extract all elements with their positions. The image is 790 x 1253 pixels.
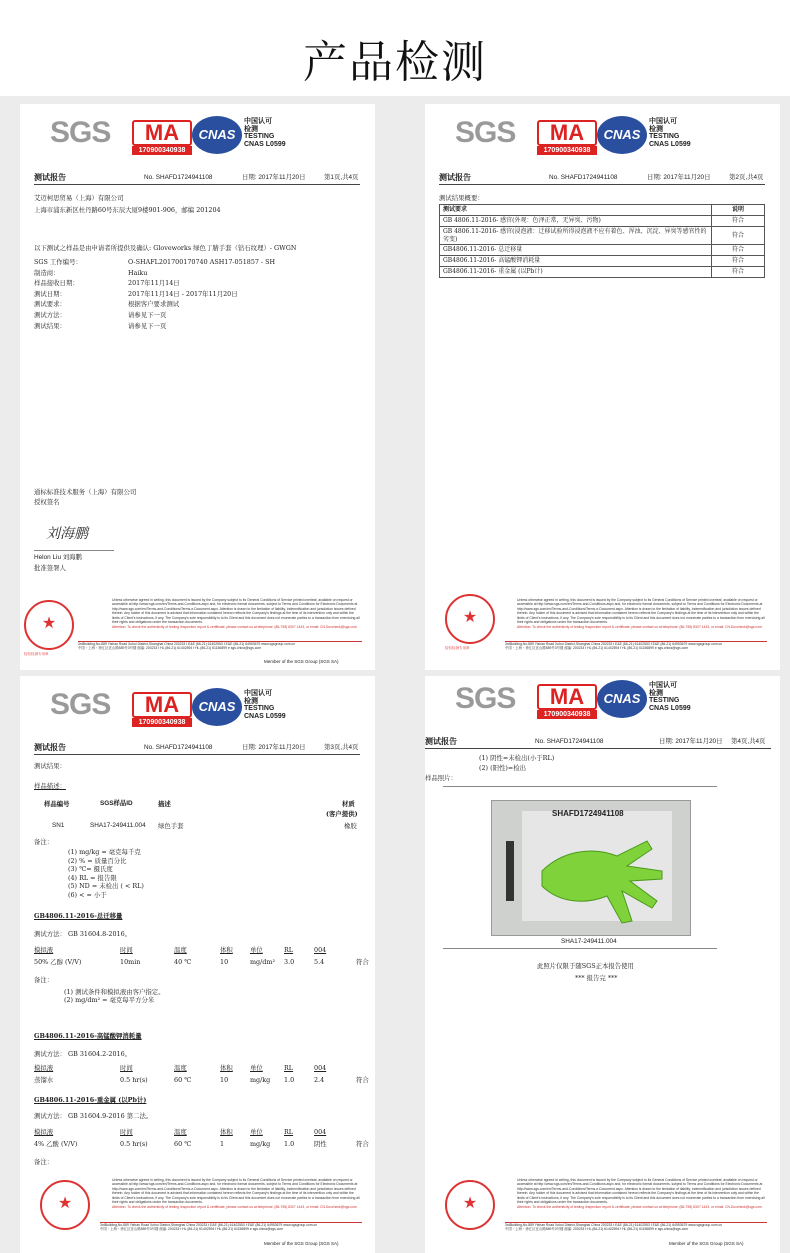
note-line: (3) ℃= 摄氏度 [68,865,113,874]
star-icon: ★ [41,615,57,632]
table-cell: 1 [220,1140,225,1148]
table-cell: 符合 [356,1076,369,1084]
table-cell: 10min [120,958,141,966]
table-header-cell: 单位 [250,946,263,954]
table-header-cell: 体积 [220,946,233,954]
section-method: 测试方法： GB 31604.9-2016 第二法。 [34,1112,153,1120]
page-number: 第1页,共4页 [324,174,359,181]
table-header-cell: 模拟液 [34,1128,54,1136]
table-cell: 60 ℃ [174,1140,192,1148]
sample-col-no: 样品编号 [44,800,70,808]
report-title: 测试报告 [439,172,471,182]
report-page-4 [425,676,780,1253]
field-value: O-SHAFL201700170740 ASH17-051857 - SH [128,258,276,266]
table-cell: 60 ℃ [174,1076,192,1084]
page-number: 第3页,共4页 [324,744,359,751]
table-header-cell: RL [284,1128,294,1136]
report-end: *** 报告完 *** [575,974,618,982]
disclaimer: Unless otherwise agreed in writing, this document is issued by the Company subject to its General Conditions of Service printed overleaf, available on request or accessible at http://www.sgs.com/en/Terms-and-Conditions.aspx and, for electronic format documents, subject to Terms and Conditions for Electronic Documents at http://www.sgs.com/en/Terms-and-Conditions/Terms-e-Document.aspx. Attention is drawn to the limitation of liability, indemnification and jurisdiction issues defined therein. Any holder of this document is advised that information contained hereon reflects the Company's findings at the time of its intervention only and within the limits of Client's instructions, if any. The Company's sole responsibility is to its Client and this document does not exonerate parties to a transaction from exercising all their rights and obligations under the transaction documents. Attention: To check the authenticity of testing /inspection report & certificate, please contact us at telephone: (86-755) 8307 1443, or email: CN.Doccheck@sgs.com [112,598,360,629]
footer-address: 3rdBuilding,No.889 Yishan Road Xuhui District,Shanghai China 200233 t E&E (86-21) 61402553 f E&E (86-21) 64953679 www.sgsgroup.com.cn 中国・上海・徐汇区宜山路889号3号楼 邮编: 200233 t HL (86-21) 61402594 f HL (86-21) 61156899 e sgs.china@sgs.com [505,1223,723,1232]
note-line: (2) mg/dm² = 毫克每平方分米 [64,996,155,1004]
section-method: 测试方法： GB 31604.2-2016。 [34,1050,132,1058]
table-header: 测试要求 说明 [440,205,765,216]
result-label: 测试结果： [34,762,66,770]
photo-frame-bottom [443,948,717,949]
table-header-cell: 单位 [250,1128,263,1136]
table-cell: 符合 [356,958,369,966]
signer-title: 批准签署人 [34,564,66,572]
table-header-cell: 温度 [174,1128,187,1136]
table-cell: 2.4 [314,1076,325,1084]
member-note: Member of the SGS Group (SGS SA) [264,1241,339,1246]
report-number: No. SHAFD1724941108 [549,174,618,181]
note-line: (5) ND = 未检出 ( < RL) [68,882,144,891]
note-positive: (2) (阳性)=检出 [479,764,526,772]
cma-logo: MA [132,692,192,718]
note-line: (2) % = 质量百分比 [68,856,127,865]
cnas-text: 中国认可 检测 TESTING CNAS L0599 [244,690,286,721]
report-page-2 [425,104,780,670]
sample-col-client: (客户提供) [326,810,358,818]
footer-address: 3rdBuilding,No.889 Yishan Road Xuhui District,Shanghai China 200233 t E&E (86-21) 61402553 f E&E (86-21) 64953679 www.sgsgroup.com.cn 中国・上海・徐汇区宜山路889号3号楼 邮编: 200233 t HL (86-21) 61402594 f HL (86-21) 61156899 e sgs.china@sgs.com [505,642,723,651]
footer-address: 3rdBuilding,No.889 Yishan Road Xuhui District,Shanghai China 200233 t E&E (86-21) 61402553 f E&E (86-21) 64953679 www.sgsgroup.com.cn 中国・上海・徐汇区宜山路889号3号楼 邮编: 200233 t HL (86-21) 61402594 f HL (86-21) 61156899 e sgs.china@sgs.com [78,642,296,651]
inspection-stamp [445,594,495,644]
table-cell: 10 [220,958,229,966]
ruler [506,841,514,901]
table-header-cell: 004 [314,1064,327,1072]
table-cell: 0.5 hr(s) [120,1140,148,1148]
star-icon: ★ [462,1195,478,1212]
signer-name: Helon Liu 刘海鹏 [34,554,82,561]
report-title: 测试报告 [425,736,457,746]
table-header-cell: 单位 [250,1064,263,1072]
disclaimer: Unless otherwise agreed in writing, this document is issued by the Company subject to its General Conditions of Service printed overleaf, available on request or accessible at http://www.sgs.com/en/Terms-and-Conditions.aspx and, for electronic format documents, subject to Terms and Conditions for Electronic Documents at http://www.sgs.com/en/Terms-and-Conditions/Terms-e-Document.aspx. Attention is drawn to the limitation of liability, indemnification and jurisdiction issues defined therein. Any holder of this document is advised that information contained hereon reflects the Company's findings at the time of its intervention only and within the limits of Client's instructions, if any. The Company's sole responsibility is to its Client and this document does not exonerate parties to a transaction from exercising all their rights and obligations under the transaction documents. Attention: To check the authenticity of testing /inspection report & certificate, please contact us at telephone: (86-755) 8307 1443, or email: CN.Doccheck@sgs.com [517,598,765,629]
client-address: 上海市浦东新区杜丹路60号东辰大厦9楼901-906，邮编 201204 [34,206,221,214]
disclaimer: Unless otherwise agreed in writing, this document is issued by the Company subject to its General Conditions of Service printed overleaf, available on request or accessible at http://www.sgs.com/en/Terms-and-Conditions.aspx and, for electronic format documents, subject to Terms and Conditions for Electronic Documents at http://www.sgs.com/en/Terms-and-Conditions/Terms-e-Document.aspx. Attention is drawn to the limitation of liability, indemnification and jurisdiction issues defined therein. Any holder of this document is advised that information contained hereon reflects the Company's findings at the time of its intervention only and within the limits of Client's instructions, if any. The Company's sole responsibility is to its Client and this document does not exonerate parties to a transaction from exercising all their rights and obligations under the transaction documents. Attention: To check the authenticity of testing /inspection report & certificate, please contact us at telephone: (86-755) 8307 1443, or email: CN.Doccheck@sgs.com [517,1178,765,1209]
report-date: 日期: 2017年11月20日 [659,738,723,745]
field-value: 请参见下一页 [128,321,167,330]
table-header-cell: RL [284,1064,294,1072]
table-header-cell: 时间 [120,946,133,954]
stamp-text: 检验检测专用章 [24,652,49,656]
report-page-3 [20,676,375,1253]
field-value: Haiku [128,268,148,277]
field-label: 测试结果： [34,321,66,330]
header-rule [425,748,771,749]
table-header-cell: 模拟液 [34,946,54,954]
table-cell: 蒸馏水 [34,1076,54,1084]
section-title-total-migration: GB4806.11-2016-总迁移量 [34,912,123,920]
sample-photo [491,800,691,936]
header-rule [439,184,765,185]
table-header-cell: 时间 [120,1128,133,1136]
sample-desc: 绿色手套 [158,822,184,830]
summary-label: 测试结果概要： [439,194,484,202]
disclaimer: Unless otherwise agreed in writing, this document is issued by the Company subject to its General Conditions of Service printed overleaf, available on request or accessible at http://www.sgs.com/en/Terms-and-Conditions.aspx and, for electronic format documents, subject to Terms and Conditions for Electronic Documents at http://www.sgs.com/en/Terms-and-Conditions/Terms-e-Document.aspx. Attention is drawn to the limitation of liability, indemnification and jurisdiction issues defined therein. Any holder of this document is advised that information contained hereon reflects the Company's findings at the time of its intervention only and within the limits of Client's instructions, if any. The Company's sole responsibility is to its Client and this document does not exonerate parties to a transaction from exercising all their rights and obligations under the transaction documents. Attention: To check the authenticity of testing /inspection report & certificate, please contact us at telephone: (86-755) 8307 1443, or email: CN.Doccheck@sgs.com [112,1178,360,1209]
notes-label: 备注： [34,838,54,846]
page-title: 产品检测 [303,37,487,88]
report-date: 日期: 2017年11月20日 [647,174,711,181]
cma-number: 170900340938 [537,146,597,155]
section-title-permanganate: GB4806.11-2016-高锰酸钾消耗量 [34,1032,142,1040]
field-value: 根据客户要求测试 [128,300,180,309]
note-line: (6) < = 小于 [68,891,107,899]
field-value: 请参见下一页 [128,311,167,319]
table-header-cell: 体积 [220,1064,233,1072]
table-cell: 3.0 [284,958,295,966]
summary-table [439,204,765,278]
sgs-logo: SGS [50,116,111,149]
table-header-cell: 时间 [120,1064,133,1072]
photo-frame-top [443,786,717,787]
sample-col-desc: 描述 [158,800,171,808]
note-negative: (1) 阴性=未检出(小于RL) [479,754,555,762]
page-number: 第4页,共4页 [731,738,766,745]
table-row: GB4806.11-2016- 高锰酸钾消耗量 符合 [440,256,765,267]
report-number: No. SHAFD1724941108 [144,744,213,751]
notes-label: 备注： [34,1158,54,1166]
cnas-logo: CNAS [192,116,242,154]
section-title-heavy-metal: GB4806.11-2016-重金属 (以Pb计) [34,1096,147,1104]
report-title: 测试报告 [34,742,66,752]
report-title: 测试报告 [34,172,66,182]
table-cell: mg/kg [250,1076,271,1084]
table-cell: mg/kg [250,1140,271,1148]
table-cell: 4% 乙酸 (V/V) [34,1140,78,1148]
glove-image [522,831,672,926]
cma-number: 170900340938 [132,146,192,155]
table-row: GB 4806.11-2016- 感官(外观：色泽正常，无异臭、污物) 符合 [440,216,765,227]
table-row: GB 4806.11-2016- 感官(浸泡液：迁移试验所得浸泡液不应有着色、浑浊、沉淀、异臭等感官性的劣变) 符合 [440,227,765,245]
lab-name: 通标标准技术服务（上海）有限公司 [34,488,137,496]
header-rule [34,754,360,755]
cma-logo: MA [537,684,597,710]
cnas-text: 中国认可 检测 TESTING CNAS L0599 [649,118,691,149]
sample-col-id: SGS样品ID [100,800,133,807]
member-note: Member of the SGS Group (SGS SA) [264,659,339,664]
table-cell: 10 [220,1076,229,1084]
inspection-stamp [445,1180,495,1230]
table-cell: 50% 乙醇 (V/V) [34,958,82,966]
table-header-cell: RL [284,946,294,954]
note-line: (1) mg/kg = 毫克每千克 [68,848,141,856]
cma-number: 170900340938 [132,718,192,727]
footer-address: 3rdBuilding,No.889 Yishan Road Xuhui District,Shanghai China 200233 t E&E (86-21) 61402553 f E&E (86-21) 64953679 www.sgsgroup.com.cn 中国・上海・徐汇区宜山路889号3号楼 邮编: 200233 t HL (86-21) 61402594 f HL (86-21) 61156899 e sgs.china@sgs.com [100,1223,318,1232]
report-number: No. SHAFD1724941108 [535,738,604,745]
cnas-text: 中国认可 检测 TESTING CNAS L0599 [244,118,286,149]
report-number: No. SHAFD1724941108 [144,174,213,181]
table-row: GB4806.11-2016- 重金属 (以Pb计) 符合 [440,267,765,278]
photo-caption: SHA17-249411.004 [561,938,617,945]
stamp-text: 检验检测专用章 [445,646,470,650]
cnas-logo: CNAS [597,680,647,718]
inspection-stamp [24,600,74,650]
sample-no: SN1 [52,822,65,829]
table-cell: 0.5 hr(s) [120,1076,148,1084]
table-cell: 40 ℃ [174,958,192,966]
note-line: (1) 测试条件和模拟液由客户指定。 [64,988,165,996]
field-label: 测试要求： [34,300,66,309]
photo-label: 样品照片： [425,774,457,782]
note-line: (4) RL = 报告限 [68,873,117,882]
cnas-logo: CNAS [597,116,647,154]
table-header-cell: 温度 [174,946,187,954]
report-date: 日期: 2017年11月20日 [242,174,306,181]
sgs-logo: SGS [50,688,111,721]
table-cell: 5.4 [314,958,325,966]
star-icon: ★ [57,1195,73,1212]
inspection-stamp [40,1180,90,1230]
sample-intro: 以下测试之样品是由申请者所提供及确认: Gloveworks 绿色丁腈手套（钻石纹理）- GWGN [34,244,297,252]
photo-note: 此照片仅限于随SGS正本报告使用 [537,962,634,970]
sample-col-material: 材质 [342,800,355,808]
sgs-logo: SGS [455,116,516,149]
report-date: 日期: 2017年11月20日 [242,744,306,751]
cnas-logo: CNAS [192,688,242,726]
signature-line [34,550,114,551]
table-header-cell: 模拟液 [34,1064,54,1072]
sgs-logo: SGS [455,682,516,715]
sample-material: 橡胶 [344,822,357,830]
cnas-text: 中国认可 检测 TESTING CNAS L0599 [649,682,691,713]
table-header-cell: 004 [314,946,327,954]
cma-number: 170900340938 [537,710,597,719]
star-icon: ★ [462,609,478,626]
sample-id: SHA17-249411.004 [90,822,146,829]
authorized-signature: 授权签名 [34,498,60,506]
notes-label: 备注： [34,976,54,984]
client-name: 艾迈柯思贸易（上海）有限公司 [34,194,124,202]
cma-logo: MA [537,120,597,146]
field-label: 测试方法： [34,311,66,319]
table-cell: 1.0 [284,1076,295,1084]
table-cell: 符合 [356,1140,369,1148]
table-header-cell: 温度 [174,1064,187,1072]
field-label: 测试日期： [34,289,66,298]
field-label: 制造商： [34,268,60,277]
member-note: Member of the SGS Group (SGS SA) [669,1241,744,1246]
table-row: GB4806.11-2016- 总迁移量 符合 [440,245,765,256]
cma-logo: MA [132,120,192,146]
field-label: 样品接收日期： [34,279,79,288]
table-header-cell: 004 [314,1128,327,1136]
sample-desc-label: 样品描述： [34,782,66,790]
table-cell: mg/dm² [250,958,276,966]
page-header [0,0,790,96]
field-value: 2017年11月14日 [128,279,180,288]
field-label: SGS 工作编号： [34,258,82,266]
table-header-cell: 体积 [220,1128,233,1136]
handwritten-signature: 刘海鹏 [46,526,88,542]
header-rule [34,184,360,185]
report-page-1 [20,104,375,670]
photo-id: SHAFD1724941108 [552,809,624,818]
table-cell: 阴性 [314,1140,327,1148]
section-method: 测试方法： GB 31604.8-2016。 [34,930,132,938]
table-cell: 1.0 [284,1140,295,1148]
field-value: 2017年11月14日 - 2017年11月20日 [128,289,238,298]
page-number: 第2页,共4页 [729,174,764,181]
